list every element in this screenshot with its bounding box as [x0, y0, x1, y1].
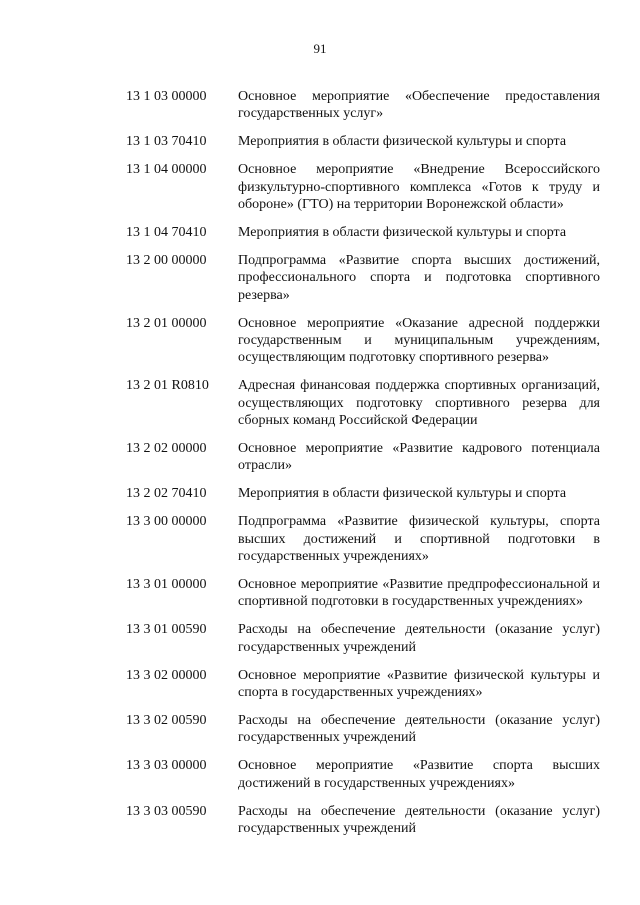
item-description: Основное мероприятие «Внедрение Всероссийского физкультурно-спортивного комплекса «Готов к труду и обороне» (ГТО) на территории Воронежской области» — [238, 162, 600, 213]
list-item — [126, 88, 600, 123]
page-number: 91 — [313, 41, 327, 56]
classification-code: 13 1 04 70410 — [126, 224, 207, 240]
item-description: Расходы на обеспечение деятельности (оказание услуг) государственных учреждений — [238, 622, 600, 655]
classification-code: 13 1 03 00000 — [126, 89, 207, 104]
list-item — [126, 803, 600, 838]
classification-code: 13 3 01 00000 — [126, 576, 207, 592]
classification-code: 13 2 02 70410 — [126, 486, 207, 502]
item-description: Расходы на обеспечение деятельности (оказание услуг) государственных учреждений — [238, 712, 600, 746]
item-description: Основное мероприятие «Обеспечение предоставления государственных услуг» — [238, 89, 600, 122]
classification-code: 13 3 02 00590 — [126, 712, 207, 728]
list-item — [126, 757, 600, 792]
item-description: Основное мероприятие «Развитие спорта высших достижений в государственных учреждениях» — [238, 758, 600, 791]
list-item — [126, 667, 600, 702]
item-description: Расходы на обеспечение деятельности (оказание услуг) государственных учреждений — [238, 803, 600, 836]
item-description: Подпрограмма «Развитие физической культуры, спорта высших достижений и спортивной подготовки в государственных учреждениях» — [238, 514, 600, 565]
classification-code: 13 3 02 00000 — [126, 667, 207, 683]
classification-code: 13 2 00 00000 — [126, 252, 207, 268]
list-item — [126, 377, 600, 429]
classification-code: 13 2 02 00000 — [126, 441, 207, 456]
budget-code-list — [126, 88, 600, 848]
item-description: Мероприятия в области физической культуры и спорта — [238, 134, 567, 150]
list-item — [126, 440, 600, 475]
list-item — [126, 252, 600, 304]
list-item — [126, 133, 600, 150]
list-item — [126, 513, 600, 565]
list-item — [126, 224, 600, 241]
classification-code: 13 3 03 00590 — [126, 803, 207, 819]
item-description: Основное мероприятие «Развитие кадрового потенциала отрасли» — [238, 441, 600, 474]
item-description: Адресная финансовая поддержка спортивных организаций, осуществляющих подготовку спортивного резерва для сборных команд Российской Федерации — [238, 378, 600, 429]
classification-code: 13 1 04 00000 — [126, 162, 207, 178]
item-description: Подпрограмма «Развитие спорта высших достижений, профессионального спорта и подготовка спортивного резерва» — [238, 252, 600, 303]
list-item — [126, 161, 600, 213]
list-item — [126, 712, 600, 747]
item-description: Основное мероприятие «Развитие предпрофессиональной и спортивной подготовки в государственных учреждениях» — [238, 576, 600, 610]
item-description: Основное мероприятие «Развитие физической культуры и спорта в государственных учреждениях» — [238, 667, 600, 700]
item-description: Мероприятия в области физической культуры и спорта — [238, 486, 567, 502]
item-description: Мероприятия в области физической культуры и спорта — [238, 224, 567, 240]
classification-code: 13 3 03 00000 — [126, 758, 207, 774]
list-item — [126, 576, 600, 611]
list-item — [126, 485, 600, 502]
classification-code: 13 2 01 00000 — [126, 315, 207, 331]
classification-code: 13 3 01 00590 — [126, 622, 207, 638]
item-description: Основное мероприятие «Оказание адресной поддержки государственным и муниципальным учреждениям, осуществляющим подготовку спортивного резерва» — [238, 315, 600, 366]
list-item — [126, 315, 600, 367]
classification-code: 13 3 00 00000 — [126, 514, 207, 530]
list-item — [126, 621, 600, 656]
classification-code: 13 1 03 70410 — [126, 134, 207, 150]
classification-code: 13 2 01 R0810 — [126, 378, 209, 394]
